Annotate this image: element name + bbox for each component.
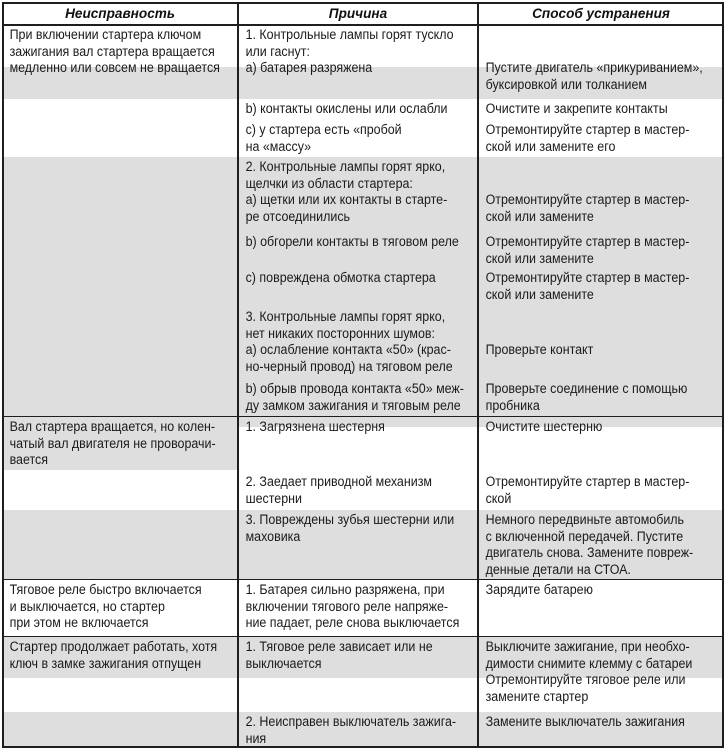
row3-remedy: Отремонтируйте стартер в мастер- ской или замените его — [485, 122, 690, 154]
troubleshooting-table — [2, 2, 724, 748]
row6-cause: c) повреждена обмотка стартера — [245, 270, 436, 285]
row14-remedy: Замените выключатель зажигания — [485, 714, 685, 729]
row10-cause: 2. Заедает приводной механизм шестерни — [245, 474, 432, 506]
row1-remedy: Пустите двигатель «прикуриванием», буксировкой или толканием — [485, 60, 703, 92]
group-divider-2 — [2, 579, 724, 580]
header-malfunction: Неисправность — [65, 6, 175, 21]
group-divider-3 — [2, 636, 724, 637]
row8-cause: b) обрыв провода контакта «50» меж- ду замком зажигания и тяговым реле — [245, 381, 464, 413]
row9-cause: 1. Загрязнена шестерня — [245, 419, 385, 434]
header-cause: Причина — [328, 6, 388, 21]
row12-cause: 1. Батарея сильно разряжена, при включении тягового реле напряже- ние падает, реле снова выключается — [245, 582, 460, 630]
row13-cause: 1. Тяговое реле зависает или не выключается — [245, 639, 433, 671]
row5-remedy: Отремонтируйте стартер в мастер- ской или замените — [485, 234, 690, 266]
row7-cause: 3. Контрольные лампы горят ярко, нет никаких посторонних шумов: a) ослабление контакта «50» (крас- но-черный провод) на тяговом реле — [245, 309, 453, 374]
header-underline — [2, 24, 724, 26]
row12-malfunction: Тяговое реле быстро включается и выключается, но стартер при этом не включается — [9, 582, 202, 630]
row3-cause: c) у стартера есть «пробой на «массу» — [245, 122, 402, 154]
row4-cause: 2. Контрольные лампы горят ярко, щелчки из области стартера: a) щетки или их контакты в старте- ре отсоединились — [245, 159, 448, 224]
row4-remedy: Отремонтируйте стартер в мастер- ской или замените — [485, 192, 690, 224]
row13-remedy: Выключите зажигание, при необхо- димости снимите клемму с батареи Отремонтируйте тяговое реле или замените стартер — [485, 639, 693, 704]
row9-malfunction: Вал стартера вращается, но колен- чатый вал двигателя не проворачи- вается — [9, 419, 216, 467]
row14-cause: 2. Неисправен выключатель зажига- ния — [245, 714, 457, 746]
border-bottom — [2, 746, 724, 748]
row5-cause: b) обгорели контакты в тяговом реле — [245, 234, 459, 249]
group-divider-1 — [2, 416, 724, 417]
row2-remedy: Очистите и закрепите контакты — [485, 101, 668, 116]
row10-remedy: Отремонтируйте стартер в мастер- ской — [485, 474, 690, 506]
row12-remedy: Зарядите батарею — [485, 582, 593, 597]
row7-remedy: Проверьте контакт — [485, 342, 594, 357]
row1-malfunction: При включении стартера ключом зажигания вал стартера вращается медленно или совсем не вращается — [9, 27, 220, 75]
row2-cause: b) контакты окислены или ослабли — [245, 101, 448, 116]
row9-remedy: Очистите шестерню — [485, 419, 603, 434]
border-top — [2, 2, 724, 4]
row13-malfunction: Стартер продолжает работать, хотя ключ в замке зажигания отпущен — [9, 639, 218, 671]
row11-cause: 3. Повреждены зубья шестерни или маховика — [245, 512, 455, 544]
row1-cause: 1. Контрольные лампы горят тускло или гаснут: a) батарея разряжена — [245, 27, 454, 75]
header-remedy: Способ устранения — [532, 6, 670, 21]
row6-remedy: Отремонтируйте стартер в мастер- ской или замените — [485, 270, 690, 302]
row11-remedy: Немного передвиньте автомобиль с включенной передачей. Пустите двигатель снова. Замените повреж- денные детали на СТОА. — [485, 512, 694, 577]
row8-remedy: Проверьте соединение с помощью пробника — [485, 381, 688, 413]
